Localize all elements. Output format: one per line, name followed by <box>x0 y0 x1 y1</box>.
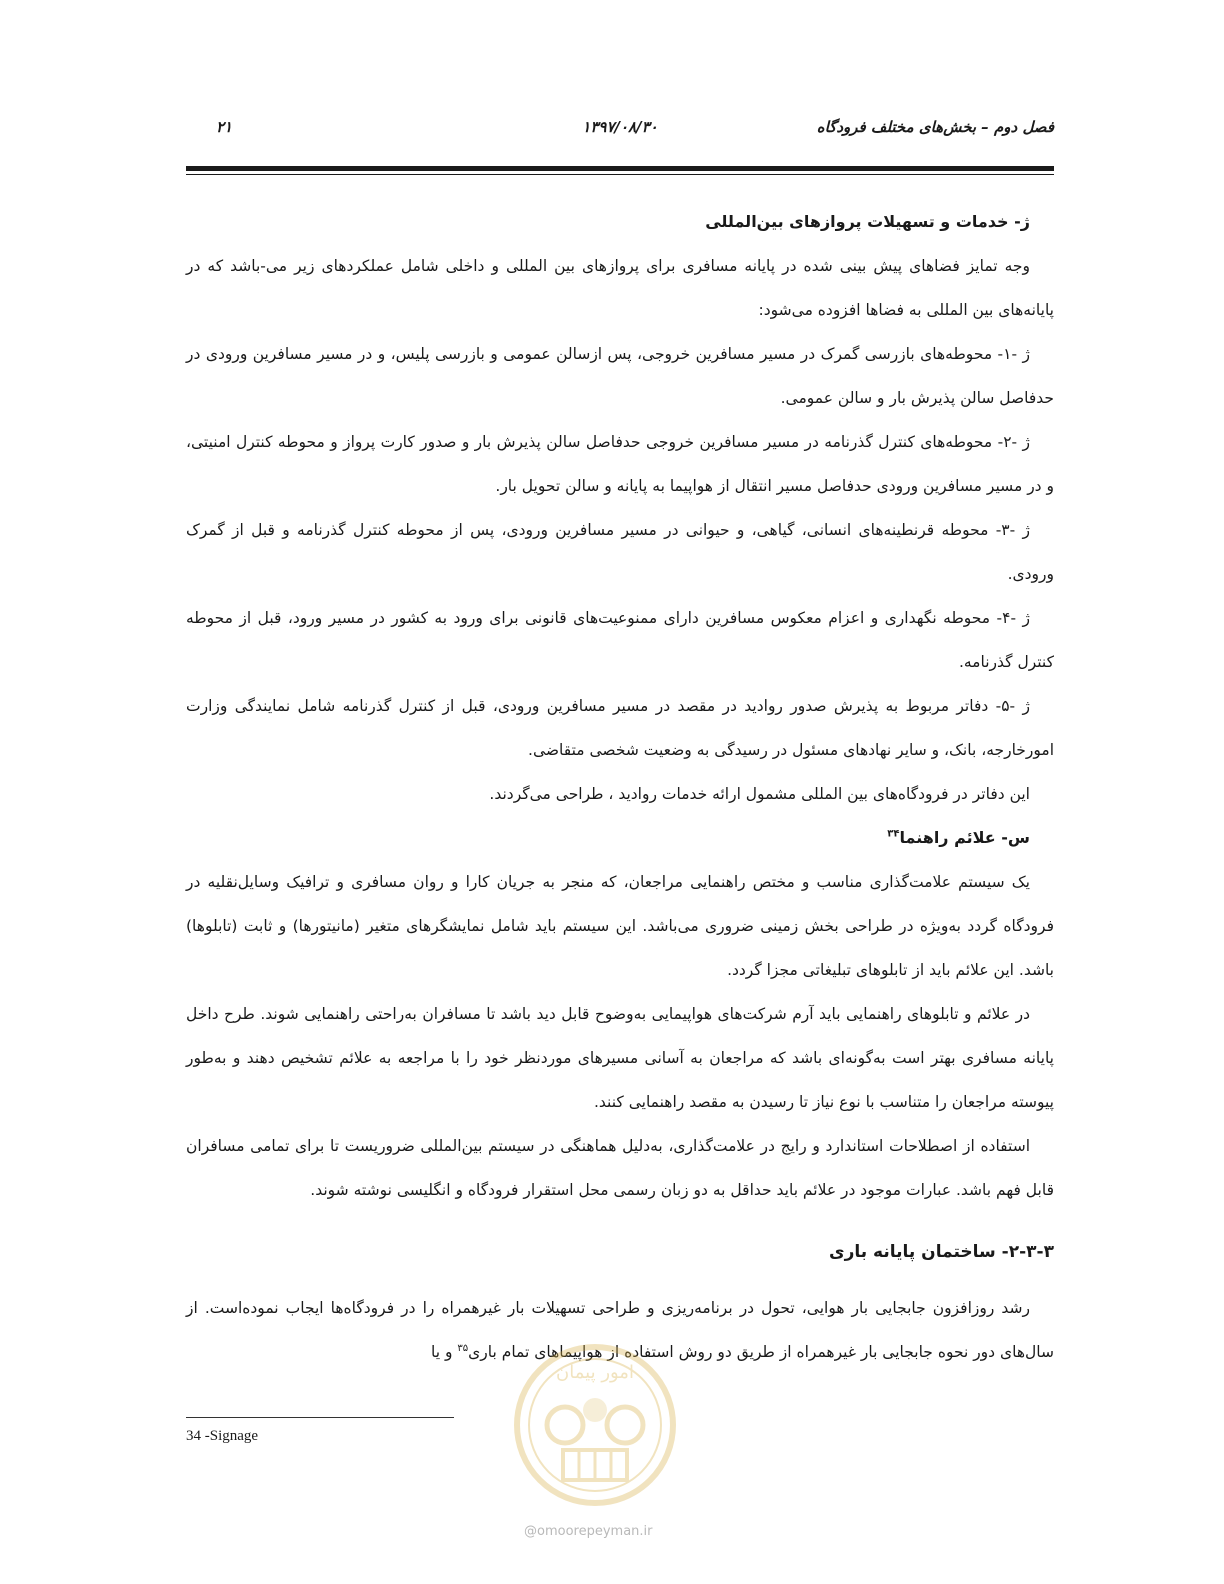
chapter-title: فصل دوم – بخش‌های مختلف فرودگاه <box>816 118 1054 136</box>
footnote-ref-35: ۳۵ <box>457 1342 469 1354</box>
watermark-url: @omoorepeyman.ir <box>524 1524 653 1539</box>
section-heading-signage <box>186 816 1054 860</box>
signage-paragraph-1: یک سیستم علامت‌گذاری مناسب و مختص راهنمایی مراجعان، که منجر به جریان کارا و روان مسافری و ترافیک وسایل‌نقلیه در فرودگاه گردد به‌ویژه در طراحی بخش زمینی ضروری می‌باشد. این سیستم باید شامل نمایشگرهای متغیر (مانیتورها) و ثابت (تابلوها) باشد. این علائم باید از تابلوهای تبلیغاتی مجزا گردد. <box>186 873 1054 979</box>
list-item-zh-4: ژ -۴- محوطه نگهداری و اعزام معکوس مسافرین دارای ممنوعیت‌های قانونی برای ورود به کشور در مسیر ورود، قبل از محوطه کنترل گذرنامه. <box>186 609 1054 671</box>
section-heading-cargo: ۲-۳-۳- ساختمان پایانه باری <box>828 1242 1054 1262</box>
signage-heading-text: س- علائم راهنما <box>899 828 1030 847</box>
header-rule-thick <box>186 166 1054 171</box>
page-number: ۲۱ <box>216 118 233 136</box>
header-rule-thin <box>186 174 1054 175</box>
list-item-zh-1: ژ -۱- محوطه‌های بازرسی گمرک در مسیر مسافرین خروجی، پس ازسالن عمومی و بازرسی پلیس، و در مسیر مسافرین ورودی در حدفاصل سالن پذیرش بار و سالن عمومی. <box>186 345 1054 407</box>
footnote-34: 34 -Signage <box>186 1428 259 1444</box>
list-item-zh-2: ژ -۲- محوطه‌های کنترل گذرنامه در مسیر مسافرین خروجی حدفاصل سالن پذیرش بار و صدور کارت پرواز و محوطه کنترل امنیتی، و در مسیر مسافرین ورودی حدفاصل مسیر انتقال از هواپیما به پایانه و سالن تحویل بار. <box>186 433 1054 495</box>
page-body <box>186 200 1054 1374</box>
intro-paragraph: وجه تمایز فضاهای پیش بینی شده در پایانه مسافری برای پروازهای بین المللی و داخلی شامل عملکردهای زیر می-باشد که در پایانه‌های بین المللی به فضاها افزوده می‌شود: <box>186 257 1054 319</box>
signage-paragraph-3: استفاده از اصطلاحات استاندارد و رایج در علامت‌گذاری، به‌دلیل هماهنگی در سیستم بین‌المللی ضروریست تا برای تمامی مسافران قابل فهم باشد. عبارات موجود در علائم باید حداقل به دو زبان رسمی محل استقرار فرودگاه و انگلیسی نوشته شوند. <box>186 1137 1054 1199</box>
cargo-paragraph-text: رشد روزافزون جابجایی بار هوایی، تحول در برنامه‌ریزی و طراحی تسهیلات بار غیرهمراه را در فرودگاه‌ها ایجاب نموده‌است. از سال‌های دور نحوه جابجایی بار غیرهمراه از طریق دو روش استفاده از هواپیماهای تمام باری <box>186 1299 1054 1361</box>
cargo-paragraph-tail: و یا <box>431 1343 458 1361</box>
visa-note: این دفاتر در فرودگاه‌های بین المللی مشمول ارائه خدمات روادید ، طراحی می‌گردند. <box>489 785 1030 803</box>
footnote-separator <box>186 1417 454 1418</box>
watermark-brand: امور پیمان <box>556 1362 634 1383</box>
footnote-ref-34: ۳۴ <box>887 828 900 840</box>
page-header <box>186 118 1054 146</box>
section-heading-international: ژ- خدمات و تسهیلات پروازهای بین‌المللی <box>705 212 1030 231</box>
page-date: ۱۳۹۷/۰۸/۳۰ <box>582 118 658 136</box>
list-item-zh-3: ژ -۳- محوطه قرنطینه‌های انسانی، گیاهی، و حیوانی در مسیر مسافرین ورودی، پس از محوطه کنترل گذرنامه و قبل از گمرک ورودی. <box>186 521 1054 583</box>
list-item-zh-5: ژ -۵- دفاتر مربوط به پذیرش صدور روادید در مقصد در مسیر مسافرین ورودی، قبل از کنترل گذرنامه شامل نمایندگی وزارت امورخارجه، بانک، و سایر نهادهای مسئول در رسیدگی به وضعیت شخصی متقاضی. <box>186 697 1054 759</box>
signage-paragraph-2: در علائم و تابلوهای راهنمایی باید آرم شرکت‌های هواپیمایی به‌وضوح قابل دید باشد تا مسافران به‌راحتی راهنمایی شوند. طرح داخل پایانه مسافری بهتر است به‌گونه‌ای باشد که مراجعان به آسانی مسیرهای موردنظر خود را با مراجعه به علائم تشخیص دهند و به‌طور پیوسته مراجعان را متناسب با نوع نیاز تا رسیدن به مقصد راهنمایی کنند. <box>186 1005 1054 1111</box>
watermark-logo-icon <box>505 1340 685 1510</box>
